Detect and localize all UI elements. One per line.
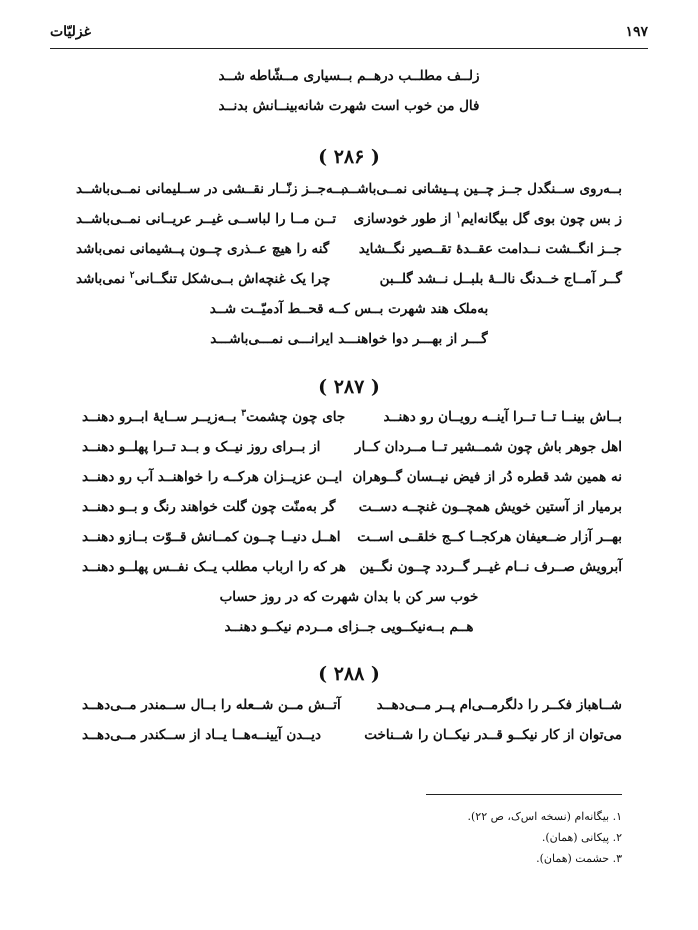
footnote-marker-1: ۱ bbox=[456, 210, 461, 221]
verse-287-6-left: هر که را ارباب مطلب یــک نفــس پهلــو دهنــد bbox=[82, 559, 346, 575]
verse-287-5-left: اهــل دنیــا چــون کمــانش قــوّت بــازو دهنــد bbox=[82, 529, 341, 545]
intro-line-1: زلــف مطلــب درهــم بــسیاری مــشّاطه شــد bbox=[218, 68, 480, 84]
verse-287-1-left-b: بــه‌زیــر ســایهٔ ابــرو دهنــد bbox=[82, 409, 242, 425]
intro-line-2: فال من خوب است شهرت شانه‌بینــانش بدنــد bbox=[218, 98, 480, 114]
running-header bbox=[50, 24, 648, 46]
verse-286-1-right: بــه‌روی ســنگدل جــز چــین پــیشانی نمــی‌باشــد bbox=[342, 181, 622, 197]
verse-286-4-right: گــر آمــاج خــدنگ نالــهٔ بلبــل نــشد گلــبن bbox=[379, 271, 622, 287]
verse-287-1-right: بــاش بینــا تــا تــرا آینــه رویــان رو دهنــد bbox=[383, 409, 622, 425]
verse-286-4-left-a: چرا یک غنچه‌اش بــی‌شکل تنگــانی bbox=[134, 271, 331, 287]
verse-286-4-left-b: نمی‌باشد bbox=[76, 271, 130, 287]
footnote-rule bbox=[426, 794, 622, 795]
verse-286-1-left: بــه‌جــز زنّــار نقــشی در ســلیمانی نمــی‌باشــد bbox=[76, 181, 345, 197]
footnote-1: ۱. بیگانه‌ام (نسخه اس‌ک، ص ۲۲). bbox=[467, 810, 622, 823]
footnote-3: ۳. حشمت (همان). bbox=[536, 852, 622, 865]
page-number: ۱۹۷ bbox=[625, 24, 648, 40]
header-rule bbox=[50, 48, 648, 49]
verse-288-2-left: دیــدن آیینــه‌هــا یــاد از ســکندر مــی‌دهــد bbox=[82, 727, 322, 743]
verse-286-2-right-b: از طور خودسازی bbox=[353, 211, 457, 227]
verse-286-3-left: گنه را هیچ عــذری چــون پــشیمانی نمی‌باشد bbox=[76, 241, 330, 257]
verse-288-2-right: می‌توان از کار نیکــو قــدر نیکــان را شــناخت bbox=[364, 727, 622, 743]
verse-286-2-right bbox=[354, 210, 622, 228]
verse-287-4-right: برمیار از آستین خویش همچــون غنچــه دســت bbox=[358, 499, 622, 515]
poem-number-287: ( ۲۸۷ ) bbox=[318, 376, 380, 398]
closing-286-2: گـــر از بهـــر دوا خواهنـــد ایرانـــی نمـــی‌باشـــد bbox=[210, 331, 488, 347]
verse-288-1-left: آتــش مــن شــعله را بــال ســمندر مــی‌دهــد bbox=[82, 697, 341, 713]
closing-287-2: هــم بــه‌نیکــویی جــزای مــردم نیکــو دهنــد bbox=[224, 619, 474, 635]
footnote-2: ۲. پیکانی (همان). bbox=[541, 831, 622, 844]
poem-number-288: ( ۲۸۸ ) bbox=[318, 663, 380, 685]
verse-287-5-right: بهــر آزار ضــعیفان هرکجــا کــج خلقــی اســت bbox=[357, 529, 622, 545]
verse-286-2-right-a: ز بس چون بوی گل بیگانه‌ایم bbox=[460, 211, 622, 227]
verse-287-3-left: ایــن عزیــزان هرکــه را خواهنــد آب رو دهنــد bbox=[82, 469, 343, 485]
verse-287-2-left: از بــرای روز نیــک و بــد تــرا پهلــو دهنــد bbox=[82, 439, 321, 455]
verse-287-2-right: اهل جوهر باش چون شمــشیر تــا مــردان کــار bbox=[354, 439, 622, 455]
footnote-marker-3: ۳ bbox=[241, 408, 247, 419]
verse-286-3-right: جــز انگــشت نــدامت عقــدهٔ تقــصیر نگــشاید bbox=[358, 241, 622, 257]
verse-286-2-left: تــن مــا را لباســی غیــر عریــانی نمــی‌باشــد bbox=[76, 211, 337, 227]
verse-287-3-right: نه همین شد قطره دُر از فیض نیــسان گــوهران bbox=[352, 469, 622, 485]
running-title: غزلیّات bbox=[50, 24, 91, 40]
closing-287-1: خوب سر کن با بدان شهرت که در روز حساب bbox=[219, 589, 479, 605]
footnote-marker-2: ۲ bbox=[129, 270, 135, 281]
verse-287-4-left: گر به‌منّت چون گلت خواهند رنگ و بــو دهنــد bbox=[82, 499, 336, 515]
poem-number-286: ( ۲۸۶ ) bbox=[318, 146, 380, 168]
closing-286-1: به‌ملک هند شهرت بــس کــه قحــط آدمیّــت شــد bbox=[209, 301, 489, 317]
verse-288-1-right: شــاهباز فکــر را دلگرمــی‌ام پــر مــی‌دهــد bbox=[376, 697, 622, 713]
verse-287-1-left bbox=[82, 408, 345, 426]
verse-286-4-left bbox=[76, 270, 330, 288]
verse-287-6-right: آبرویش صــرف نــام غیــر گــردد چــون نگــین bbox=[359, 559, 622, 575]
verse-287-1-left-a: جای چون چشمت bbox=[246, 409, 346, 425]
